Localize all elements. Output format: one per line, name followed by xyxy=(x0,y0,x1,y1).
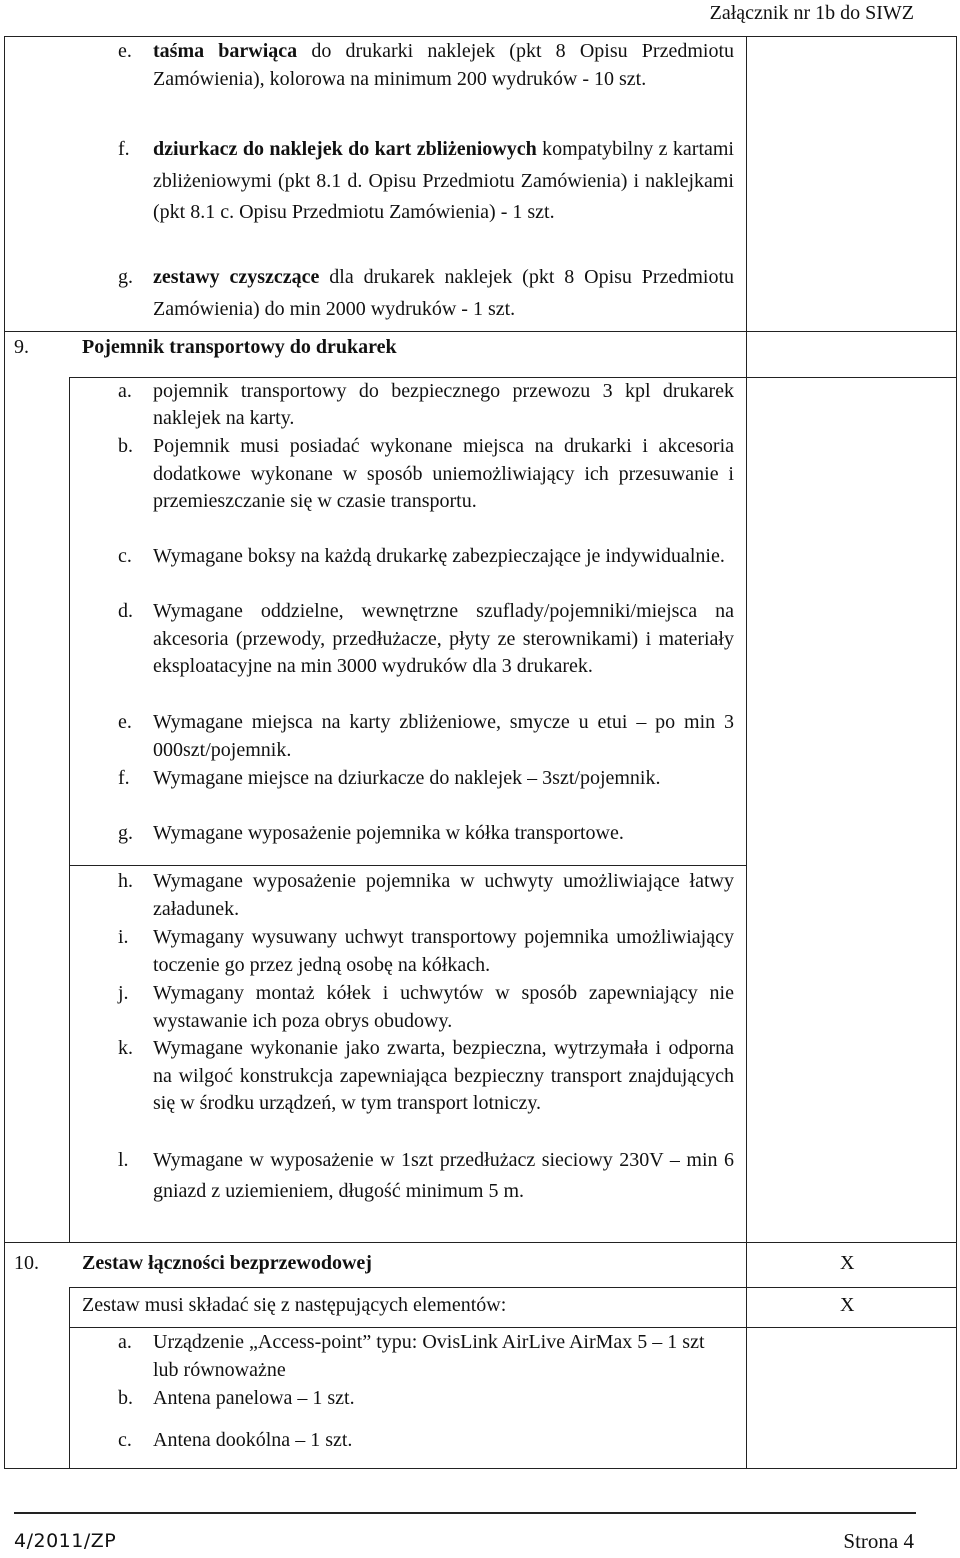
list-item: b. Pojemnik musi posiadać wykonane miejsca na drukarki i akcesoria dodatkowe wykonane w sposób uniemożliwiający ich przesuwanie i przemieszczanie się w czasie transportu. xyxy=(118,435,734,512)
list-item: a. Urządzenie „Access-point” typu: OvisLink AirLive AirMax 5 – 1 szt lub równoważne xyxy=(118,1331,705,1381)
table-border-top xyxy=(4,36,957,37)
table-border-bottom xyxy=(4,1468,957,1469)
row-divider-4 xyxy=(4,1242,957,1243)
section-title: Pojemnik transportowy do drukarek xyxy=(82,336,397,358)
row-divider-2 xyxy=(746,377,956,378)
column-divider-1 xyxy=(69,377,70,1242)
list-item: e. taśma barwiąca do drukarki naklejek (pkt 8 Opisu Przedmiotu Zamówienia), kolorowa na minimum 200 wydruków - 10 szt. xyxy=(118,40,734,90)
list-item: h. Wymagane wyposażenie pojemnika w uchwyty umożliwiające łatwy załadunek. xyxy=(118,870,734,920)
x-mark: X xyxy=(840,1294,855,1316)
list-item: k. Wymagane wykonanie jako zwarta, bezpieczna, wytrzymała i odporna na wilgoć konstrukcja zapewniająca bezpieczny transport znajdujących się w środku urządzeń, w tym transport lotniczy. xyxy=(118,1037,734,1114)
list-item: a. pojemnik transportowy do bezpiecznego przewozu 3 kpl drukarek naklejek na karty. xyxy=(118,380,734,429)
list-item: j. Wymagany montaż kółek i uchwytów w sposób zapewniający nie wystawanie ich poza obrys obudowy. xyxy=(118,982,734,1032)
row-divider-1 xyxy=(4,331,957,332)
table-border-left xyxy=(4,36,5,1469)
row-divider-3 xyxy=(69,865,746,866)
table-border-right xyxy=(956,36,957,1469)
list-item: g. zestawy czyszczące dla drukarek naklejek (pkt 8 Opisu Przedmiotu Zamówienia) do min 2000 wydruków - 1 szt. xyxy=(118,266,734,320)
list-item: e. Wymagane miejsca na karty zbliżeniowe, smycze u etui – po min 3 000szt/pojemnik. xyxy=(118,711,734,761)
list-item: c. Antena dookólna – 1 szt. xyxy=(118,1429,353,1451)
row-divider-6 xyxy=(69,1327,957,1328)
list-item: i. Wymagany wysuwany uchwyt transportowy pojemnika umożliwiający toczenie go przez jedną osobę na kółkach. xyxy=(118,926,734,976)
list-item: d. Wymagane oddzielne, wewnętrzne szuflady/pojemniki/miejsca na akcesoria (przewody, przedłużacze, płyty ze sterownikami) i materiały eksploatacyjne na min 3000 wydruków dla 3 drukarek. xyxy=(118,600,734,677)
x-mark: X xyxy=(840,1252,855,1274)
list-item: l. Wymagane w wyposażenie w 1szt przedłużacz sieciowy 230V – min 6 gniazd z uziemieniem, długość minimum 5 m. xyxy=(118,1149,734,1202)
annex-header: Załącznik nr 1b do SIWZ xyxy=(709,2,914,24)
column-divider-2 xyxy=(746,36,747,1242)
section-intro: Zestaw musi składać się z następujących elementów: xyxy=(82,1294,507,1316)
footer-rule xyxy=(14,1512,916,1514)
section-title: Zestaw łączności bezprzewodowej xyxy=(82,1252,372,1274)
page-number: Strona 4 xyxy=(843,1529,914,1553)
document-number: 4/2011/ZP xyxy=(14,1530,117,1552)
section-number: 9. xyxy=(14,336,29,358)
column-divider-1b xyxy=(69,1287,70,1468)
list-item: f. dziurkacz do naklejek do kart zbliżeniowych kompatybilny z kartami zbliżeniowymi (pkt 8.1 d. Opisu Przedmiotu Zamówienia) i naklejkami (pkt 8.1 c. Opisu Przedmiotu Zamówienia) - 1 szt. xyxy=(118,138,734,223)
list-item: g. Wymagane wyposażenie pojemnika w kółka transportowe. xyxy=(118,822,624,844)
list-item: f. Wymagane miejsce na dziurkacze do naklejek – 3szt/pojemnik. xyxy=(118,767,661,789)
row-divider-5 xyxy=(69,1287,957,1288)
list-item: b. Antena panelowa – 1 szt. xyxy=(118,1387,355,1409)
column-divider-2b xyxy=(746,1243,747,1468)
list-item: c. Wymagane boksy na każdą drukarkę zabezpieczające je indywidualnie. xyxy=(118,545,725,567)
section-number: 10. xyxy=(14,1252,39,1274)
